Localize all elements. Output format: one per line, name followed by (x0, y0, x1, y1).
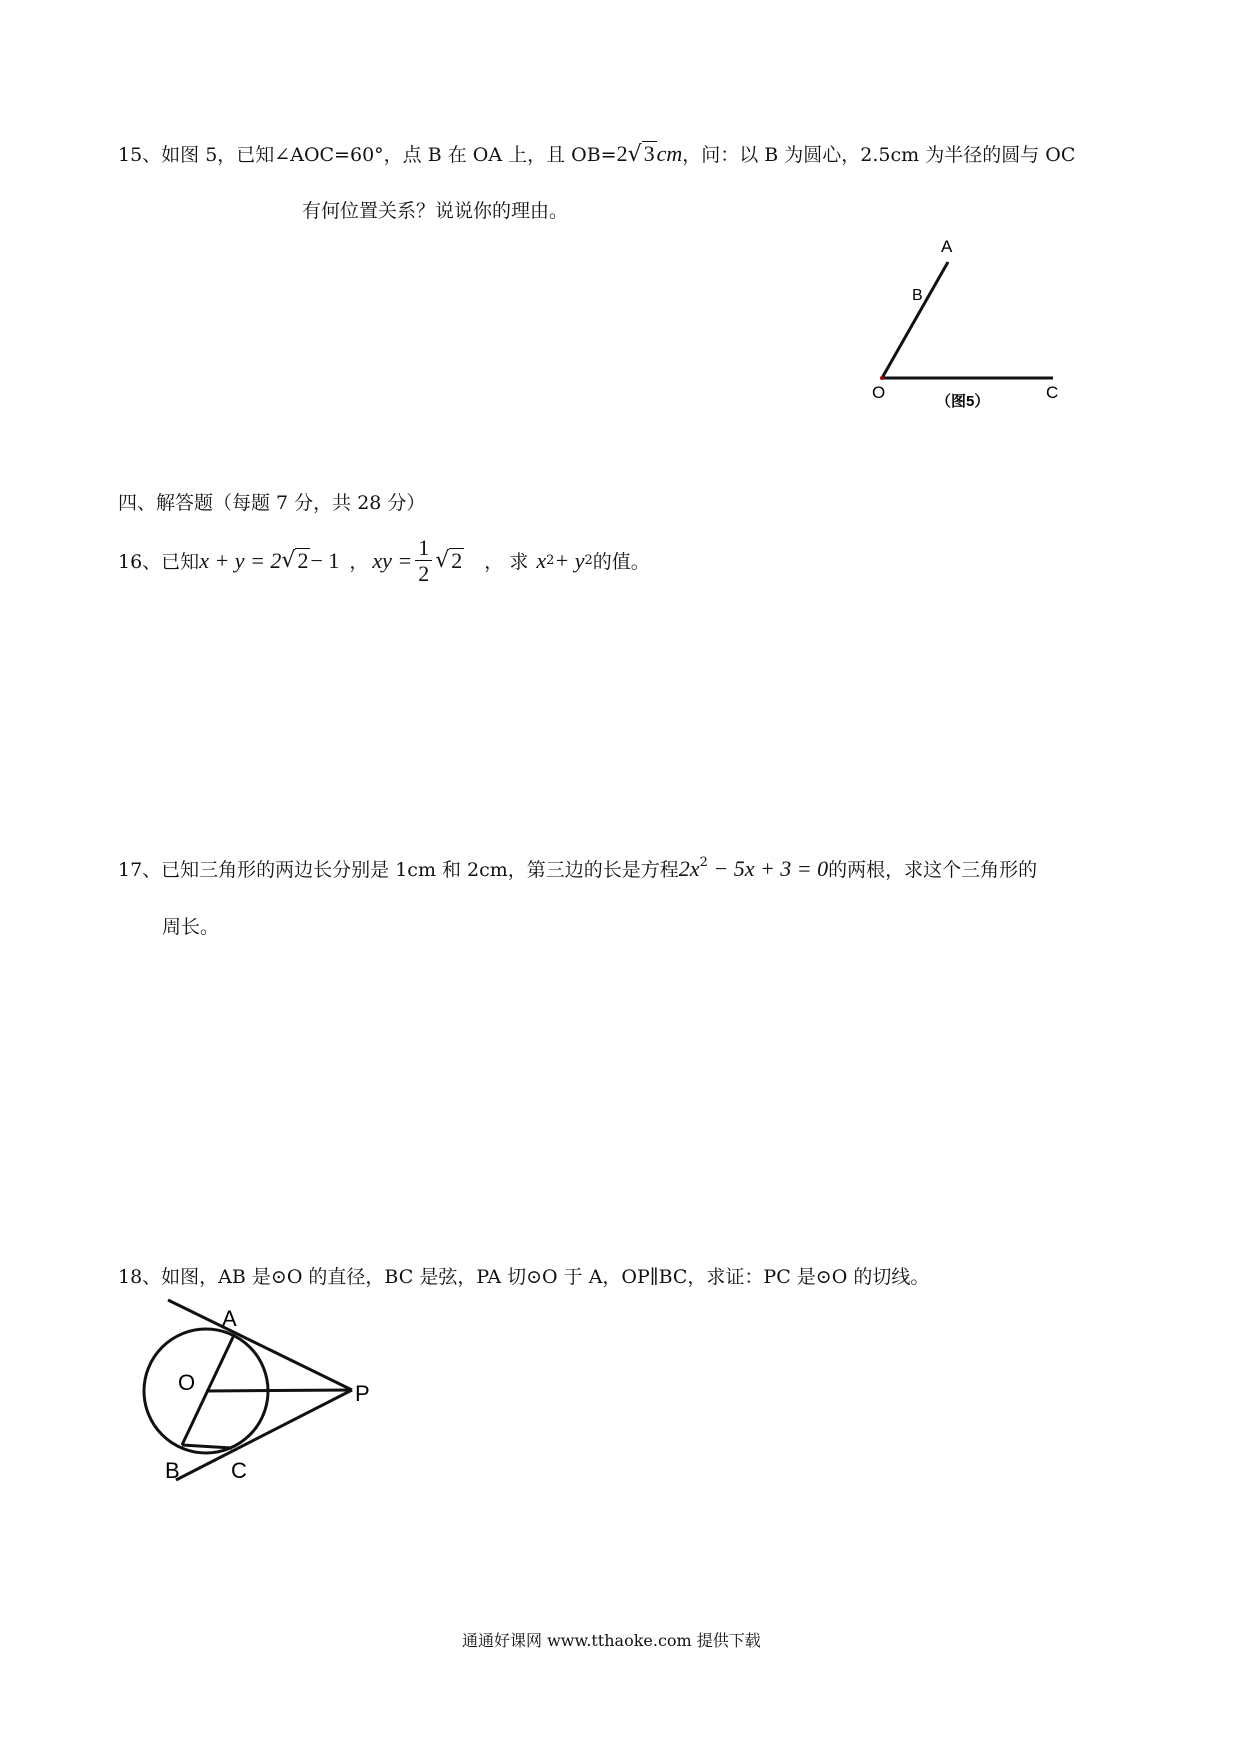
q16-frac-numerator: 1 (415, 535, 432, 561)
q16-line: 16、已知 x + y = 2 √ 2 − 1 ， xy = $\frac{1}{2}$ √ 2 ， 求 x 2 + y 2 的值。 (118, 535, 650, 587)
tangent-pa (168, 1300, 352, 1390)
q15-ob-radicand: 3 (643, 141, 655, 166)
q16-ask: ， 求 (484, 551, 529, 574)
q16-target-exp2: 2 (584, 553, 593, 569)
q17-eq-exp: 2 (699, 855, 708, 870)
fig18-label-c: C (231, 1458, 247, 1483)
figure-q18 (130, 1290, 390, 1490)
fig18-label-p: P (355, 1381, 370, 1406)
q16-eq1-radicand: 2 (297, 548, 309, 574)
fig5-caption: （图5） (936, 393, 990, 410)
fig5-label-c: C (1046, 383, 1059, 402)
fig18-label-b: B (165, 1458, 180, 1483)
q15-line2: 有何位置关系？说说你的理由。 (302, 200, 569, 222)
fig5-label-a: A (941, 237, 953, 256)
q16-eq1-lhs: x + y = 2 (199, 547, 282, 573)
q15-line1: 15、如图 5，已知∠AOC=60°，点 B 在 OA 上，且 OB=2√3cm，问：以 B 为圆心，2.5cm 为半径的圆与 OC (118, 141, 1076, 167)
q16-target-x: x (536, 547, 547, 573)
q15-ob-unit: cm (656, 141, 683, 166)
q16-fraction (415, 535, 432, 587)
q16-separator: ， (349, 551, 369, 574)
q17-line1 (118, 855, 1037, 882)
q16-target-exp: 2 (546, 553, 555, 569)
section-4-heading: 四、解答题（每题 7 分，共 28 分） (118, 492, 426, 514)
q16-eq2-lhs: xy = (372, 547, 413, 573)
chord-bc (182, 1445, 232, 1448)
q18-text: 18、如图，AB 是⊙O 的直径，BC 是弦，PA 切⊙O 于 A，OP∥BC，求证：PC 是⊙O 的切线。 (118, 1266, 930, 1288)
footer-text: 通通好课网 www.tthaoke.com 提供下载 (462, 1631, 761, 1650)
q17-text-a: 17、已知三角形的两边长分别是 1cm 和 2cm，第三边的长是方程 (118, 859, 679, 881)
fig5-label-o: O (872, 383, 886, 402)
fig5-label-b: B (912, 287, 923, 304)
q17-text-b: 的两根，求这个三角形的 (828, 859, 1038, 881)
q15-text-b: ，问：以 B 为圆心，2.5cm 为半径的圆与 OC (682, 144, 1076, 166)
q15-ob-coef: 2 (616, 141, 628, 166)
segment-op (206, 1390, 352, 1391)
q17-eq-a: 2x (678, 856, 700, 881)
fig18-label-o: O (178, 1370, 196, 1395)
q17-eq-b: − 5x + 3 = 0 (707, 856, 829, 881)
q16-suffix: 的值。 (592, 551, 650, 574)
ray-oa (882, 262, 948, 378)
q16-prefix: 16、已知 (118, 551, 200, 574)
q16-frac-denominator: 2 (418, 561, 430, 587)
q16-eq2-radicand: 2 (451, 548, 463, 574)
q16-target-y: + y (554, 547, 585, 573)
q15-text-a: 15、如图 5，已知∠AOC=60°，点 B 在 OA 上，且 OB= (118, 144, 617, 166)
figure-5 (860, 230, 1100, 430)
q16-eq1-tail: − 1 (310, 547, 340, 573)
vertex-o-point (880, 376, 884, 380)
fig18-label-a: A (222, 1306, 237, 1331)
q17-line2: 周长。 (162, 916, 220, 938)
